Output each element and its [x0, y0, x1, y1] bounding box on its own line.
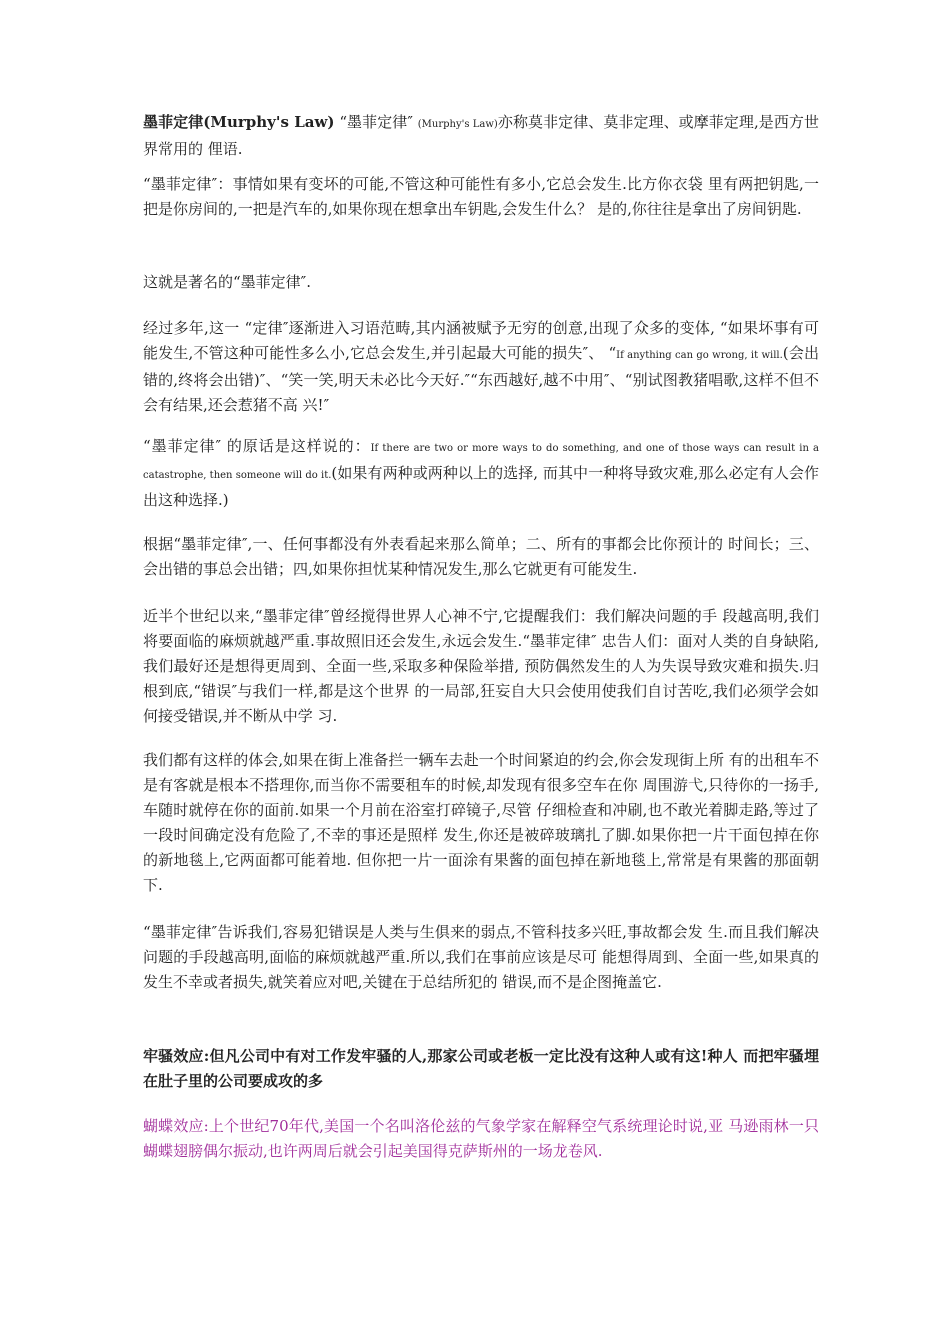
paragraph-butterfly-effect: 蝴蝶效应:上个世纪70年代,美国一个名叫洛伦兹的气象学家在解释空气系统理论时说,亚 马逊雨林一只蝴蝶翅膀偶尔振动,也许两周后就会引起美国得克萨斯州的一场龙卷风. — [143, 1117, 819, 1160]
paragraph-original-words — [143, 434, 819, 513]
paragraph-variants — [143, 316, 819, 418]
paragraph-four-points: 根据“墨菲定律″,一、任何事都没有外表看起来那么简单；二、所有的事都会比你预计的 时间长；三、会出错的事总会出错；四,如果你担忧某种情况发生,那么它就更有可能发生. — [143, 535, 819, 578]
original-text-a: “墨菲定律″ 的原话是这样说的： — [143, 437, 371, 455]
paragraph-experience: 我们都有这样的体会,如果在街上准备拦一辆车去赴一个时间紧迫的约会,你会发现街上所 有的出租车不是有客就是根本不搭理你,而当你不需要租车的时候,却发现有很多空车在你 周围游弋,只待你的一扬手,车随时就停在你的面前.如果一个月前在浴室打碎镜子,尽管 仔细检查和冲刷,也不敢光着脚走路,等过了一段时间确定没有危险了,不幸的事还是照样 发生,你还是被碎玻璃扎了脚.如果你把一片干面包掉在你的新地毯上,它两面都可能着地. 但你把一片一面涂有果酱的面包掉在新地毯上,常常是有果酱的那面朝下. — [143, 751, 819, 894]
original-text-b: (如果有两种或两种以上的选择, 而其中一种将导致灾难,那么必定有人会作出这种选择.) — [143, 464, 819, 509]
variants-text-b: (会出错的,终将会出错)″、“笑一笑,明天未必比今天好.″“东西越好,越不中用″、“别试图教猪唱歌,这样不但不会有结果,还会惹猪不高 兴!″ — [143, 344, 819, 414]
intro-rest: 亦称莫非定律、莫非定理、或摩菲定理,是西方世界常用的 俚语. — [143, 113, 819, 158]
paragraph-half-century: 近半个世纪以来,“墨菲定律″曾经搅得世界人心神不宁,它提醒我们：我们解决问题的手 段越高明,我们将要面临的麻烦就越严重.事故照旧还会发生,永远会发生.“墨菲定律″ 忠告人们：面对人类的自身缺陷,我们最好还是想得更周到、全面一些,采取多种保险举措, 预防偶然发生的人为失误导致灾难和损失.归根到底,“错误″与我们一样,都是这个世界 的一局部,狂妄自大只会使用使我们自讨苦吃,我们必须学会如何接受错误,并不断从中学 习. — [143, 607, 819, 725]
variants-english: If anything can go wrong, it will. — [616, 350, 783, 361]
paragraph-lesson: “墨菲定律″告诉我们,容易犯错误是人类与生俱来的弱点,不管科技多兴旺,事故都会发 生.而且我们解决问题的手段越高明,面临的麻烦就越严重.所以,我们在事前应该是尽可 能想得周到、全面一些,如果真的发生不幸或者损失,就笑着应对吧,关键在于总结所犯的 错误,而不是企图掩盖它. — [143, 923, 819, 991]
intro-title: 墨菲定律(Murphy's Law) — [143, 113, 335, 131]
intro-english: (Murphy's Law) — [417, 119, 498, 130]
paragraph-complaint-effect: 牢骚效应:但凡公司中有对工作发牢骚的人,那家公司或老板一定比没有这种人或有这!种人 而把牢骚埋在肚子里的公司要成攻的多 — [143, 1047, 819, 1090]
variants-text-a: 经过多年,这一 “定律″逐渐进入习语范畴,其内涵被赋予无穷的创意,出现了众多的变体, “如果坏事有可能发生,不管这种可能性多么小,它总会发生,并引起最大可能的损失″、 “ — [143, 319, 819, 362]
original-english: If there are two or more ways to do something, and one of those ways can result in a catastrophe, then someone will do it. — [143, 443, 820, 481]
paragraph-famous: 这就是著名的“墨菲定律″. — [143, 273, 312, 291]
paragraph-definition: “墨菲定律″：事情如果有变坏的可能,不管这种可能性有多小,它总会发生.比方你衣袋 里有两把钥匙,一把是你房间的,一把是汽车的,如果你现在想拿出车钥匙,会发生什么？ 是的,你往往是拿出了房间钥匙. — [143, 175, 819, 218]
paragraph-murphy-intro — [143, 110, 819, 162]
intro-quote: “墨菲定律″ — [339, 113, 413, 131]
